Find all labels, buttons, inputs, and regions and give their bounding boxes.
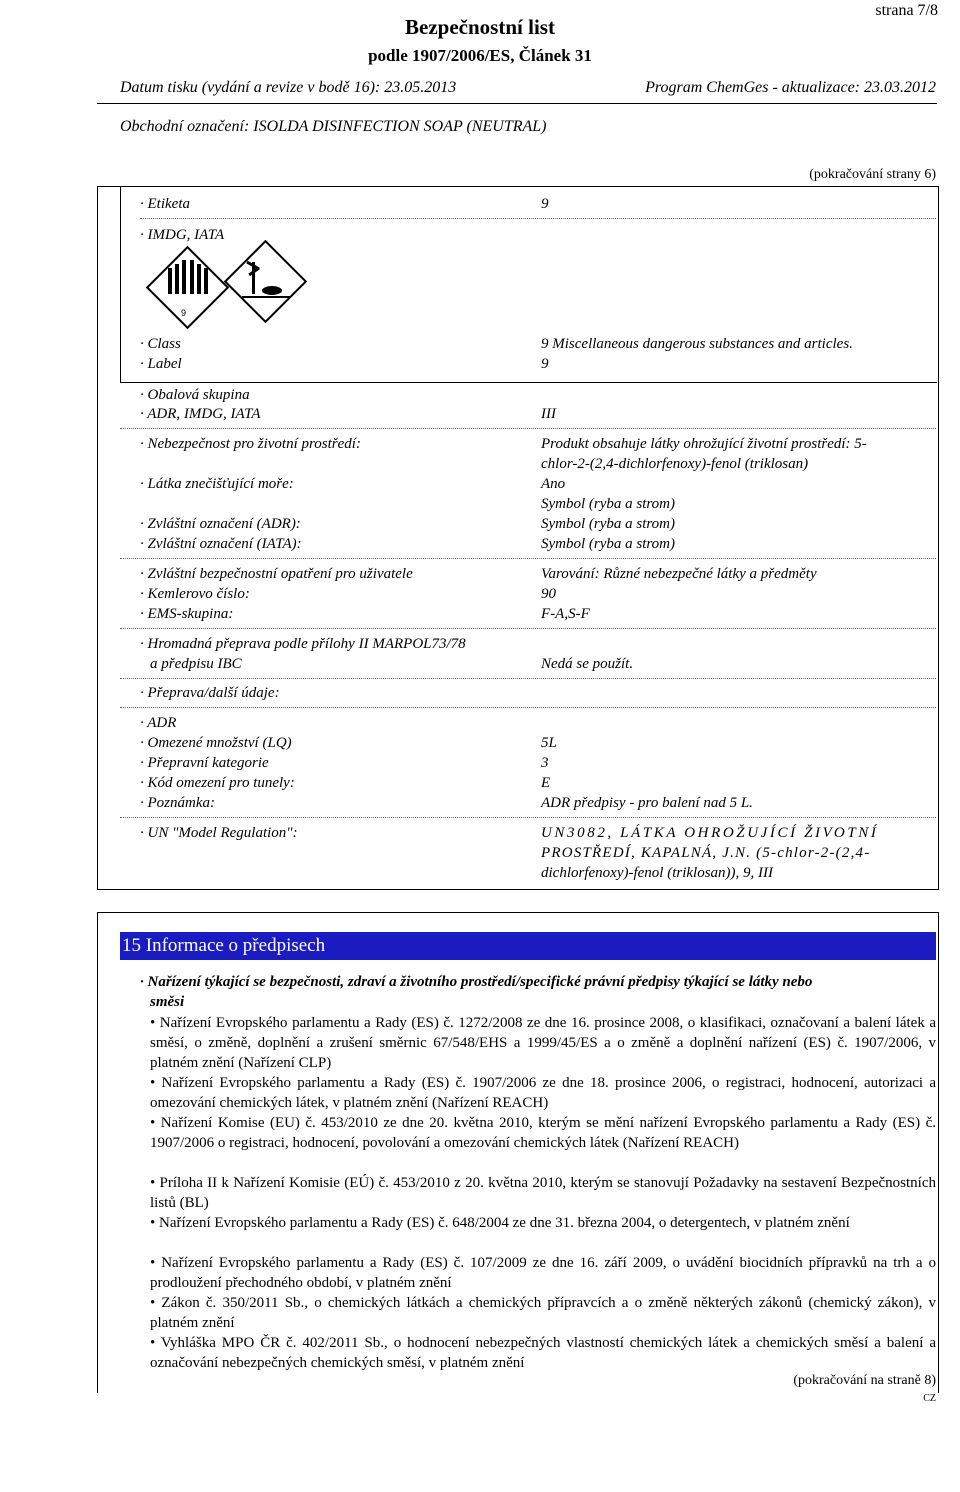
packing-group-label: · Obalová skupina — [140, 387, 250, 403]
marpol-value: Nedá se použít. — [541, 656, 634, 672]
special-marking-adr-label: · Zvláštní označení (ADR): — [140, 516, 301, 532]
document-title: Bezpečnostní list — [405, 15, 555, 39]
environment-pictogram-icon — [224, 240, 308, 324]
adr-label: · ADR — [140, 715, 177, 731]
divider — [120, 558, 936, 559]
special-marking-iata-value: Symbol (ryba a strom) — [541, 536, 676, 552]
transport-category-value: 3 — [541, 755, 549, 771]
kemler-label: · Kemlerovo číslo: — [140, 586, 250, 602]
print-date: Datum tisku (vydání a revize v bodě 16): 23.05.2013 — [120, 79, 457, 96]
language-code: CZ — [923, 1393, 936, 1404]
tunnel-code-label: · Kód omezení pro tunely: — [140, 775, 295, 791]
note-label: · Poznámka: — [140, 795, 215, 811]
marpol-label: · Hromadná přeprava podle přílohy II MARPOL73/78 — [140, 636, 466, 652]
class-value: 9 Miscellaneous dangerous substances and articles. — [541, 336, 853, 352]
special-marking-adr-value: Symbol (ryba a strom) — [541, 516, 676, 532]
marine-pollutant-value: Ano — [541, 476, 566, 492]
packing-group-value: III — [541, 406, 556, 422]
divider — [120, 817, 936, 818]
limited-quantity-label: · Omezené množství (LQ) — [140, 735, 292, 751]
regulation-item: • Nařízení Evropského parlamentu a Rady (ES) č. 107/2009 ze dne 16. září 2009, o uvádění biocidních přípravků na trh a o prodloužení přechodného období, v platném znění — [150, 1255, 936, 1291]
document-subtitle: podle 1907/2006/ES, Článek 31 — [368, 46, 592, 65]
continued-to: (pokračování na straně 8) — [793, 1373, 936, 1388]
marine-pollutant-symbol: Symbol (ryba a strom) — [541, 496, 676, 512]
regulation-item: • Nařízení Komise (EU) č. 453/2010 ze dne 20. května 2010, kterým se mění nařízení Evropského parlamentu a Rady (ES) č. 1907/2006 o registraci, hodnocení, povolování a omezování chemických látek (Nařízení REACH) — [150, 1115, 936, 1151]
regulation-heading-2: směsi — [150, 994, 185, 1010]
class-label: · Class — [140, 336, 181, 352]
label-value: 9 — [541, 356, 549, 372]
continued-from: (pokračování strany 6) — [809, 167, 936, 182]
regulation-item: • Nařízení Evropského parlamentu a Rady (ES) č. 1907/2006 ze dne 18. prosince 2006, o registraci, hodnocení, autorizaci a omezování chemických látek, v platném znění (Nařízení REACH) — [150, 1075, 936, 1111]
etiketa-label: · Etiketa — [140, 196, 190, 212]
imdg-iata-label: · IMDG, IATA — [140, 227, 225, 243]
transport-other-label: · Přeprava/další údaje: — [140, 685, 280, 701]
tunnel-code-value: E — [541, 775, 551, 791]
user-precautions-value: Varování: Různé nebezpečné látky a předměty — [541, 566, 817, 582]
un-model-label: · UN "Model Regulation": — [140, 825, 298, 841]
trade-name: Obchodní označení: ISOLDA DISINFECTION SOAP (NEUTRAL) — [120, 118, 547, 135]
regulation-item: • Zákon č. 350/2011 Sb., o chemických látkách a chemických přípravcích a o změně některých zákonů (chemický zákon), v platném znění — [150, 1295, 936, 1331]
regulation-item: • Nařízení Evropského parlamentu a Rady (ES) č. 1272/2008 ze dne 16. prosince 2008, o klasifikaci, označovaní a balení látek a směsí, o změně, doplnění a zrušení směrnic 67/548/EHS a 1999/45/ES a o změně a doplnění nařízení (ES) č. 1907/2006, v platném znění (Nařízení CLP) — [150, 1015, 936, 1071]
label-label: · Label — [140, 356, 182, 372]
section-15-title: 15 Informace o předpisech — [120, 932, 936, 960]
note-value: ADR předpisy - pro balení nad 5 L. — [541, 795, 753, 811]
un-model-value: UN3082, LÁTKA OHROŽUJÍCÍ ŽIVOTNÍ — [541, 825, 879, 841]
regulation-item: • Vyhláška MPO ČR č. 402/2011 Sb., o hodnocení nebezpečných vlastností chemických látek a chemických směsí a balení a označování nebezpečných chemických směsí, v platném znění — [150, 1335, 936, 1371]
user-precautions-label: · Zvláštní bezpečnostní opatření pro uživatele — [140, 566, 413, 582]
ems-label: · EMS-skupina: — [140, 606, 234, 622]
divider — [120, 428, 936, 429]
marine-pollutant-label: · Látka znečišťující moře: — [140, 476, 294, 492]
special-marking-iata-label: · Zvláštní označení (IATA): — [140, 536, 302, 552]
un-model-value-2: PROSTŘEDÍ, KAPALNÁ, J.N. (5-chlor-2-(2,4- — [541, 845, 871, 861]
environment-hazard-value: Produkt obsahuje látky ohrožující životní prostředí: 5- — [541, 436, 867, 452]
divider — [120, 707, 936, 708]
regulation-item: • Príloha II k Nařízení Komisie (EÚ) č. 453/2010 z 20. května 2010, kterým se stanovují Požadavky na sestavení Bezpečnostních listů (BL) — [150, 1175, 936, 1211]
class-9-pictogram-icon: 9 — [146, 246, 230, 330]
regulation-heading: · Nařízení týkající se bezpečnosti, zdraví a životního prostředí/specifické právní předpisy týkající se látky nebo — [140, 974, 813, 990]
divider — [120, 628, 936, 629]
divider — [120, 678, 936, 679]
adr-imdg-iata-label: · ADR, IMDG, IATA — [140, 406, 261, 422]
kemler-value: 90 — [541, 586, 556, 602]
program-version: Program ChemGes - aktualizace: 23.03.2012 — [645, 79, 936, 96]
environment-hazard-value-2: chlor-2-(2,4-dichlorfenoxy)-fenol (triklosan) — [541, 456, 809, 472]
divider — [140, 218, 936, 219]
etiketa-value: 9 — [541, 196, 549, 212]
marpol-label-2: a předpisu IBC — [150, 656, 242, 672]
page-number: strana 7/8 — [875, 2, 938, 19]
limited-quantity-value: 5L — [541, 735, 557, 751]
regulation-item: • Nařízení Evropského parlamentu a Rady (ES) č. 648/2004 ze dne 31. března 2004, o detergentech, v platném znění — [150, 1215, 850, 1231]
un-model-value-3: dichlorfenoxy)-fenol (triklosan)), 9, III — [541, 865, 774, 881]
transport-category-label: · Přepravní kategorie — [140, 755, 269, 771]
header-rule — [97, 103, 937, 104]
ems-value: F-A,S-F — [541, 606, 590, 622]
environment-hazard-label: · Nebezpečnost pro životní prostředí: — [140, 436, 361, 452]
